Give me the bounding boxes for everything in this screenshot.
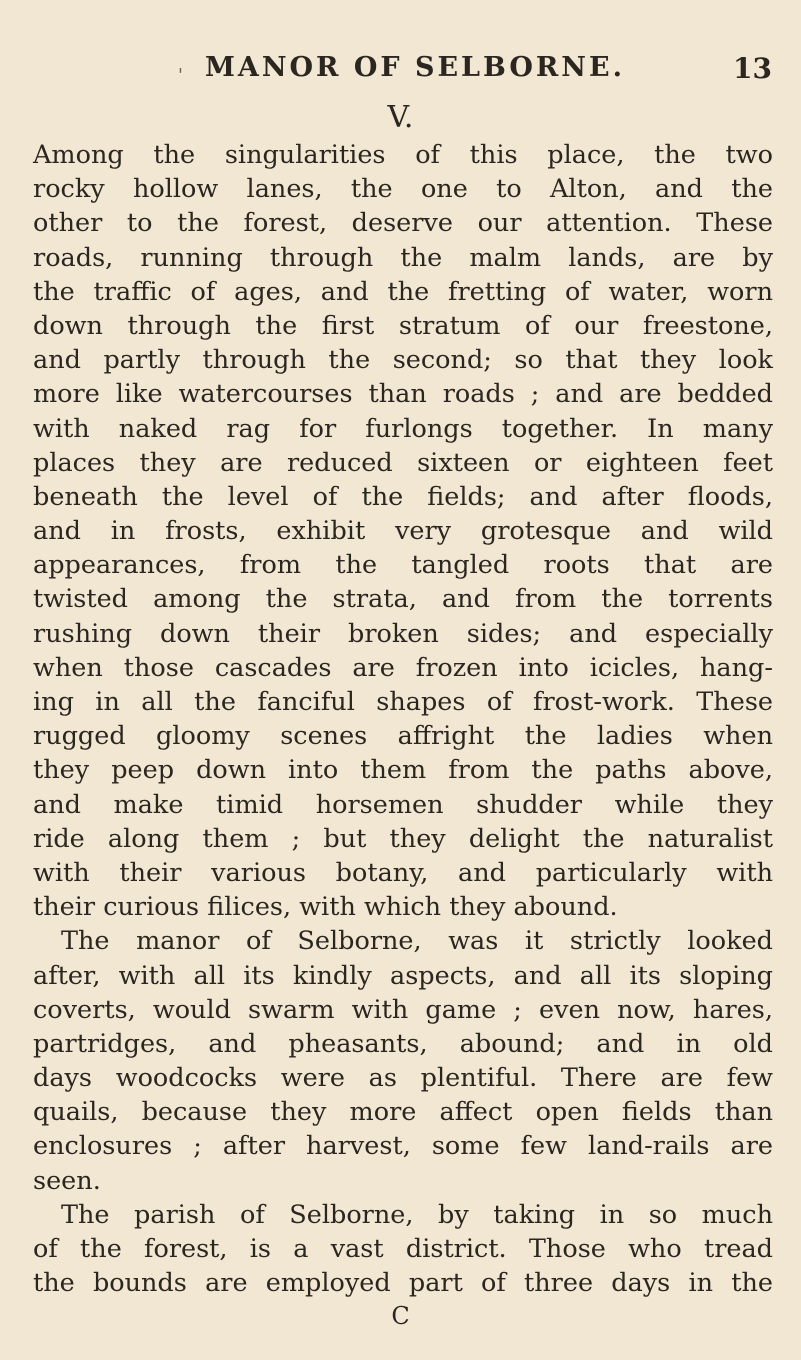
text-line: after, with all its kindly aspects, and all its sloping bbox=[33, 960, 773, 991]
text-line: with their various botany, and particularly with bbox=[33, 857, 773, 888]
text-line: places they are reduced sixteen or eighteen feet bbox=[33, 447, 773, 478]
text-line: ing in all the fanciful shapes of frost-work. These bbox=[33, 687, 773, 717]
text-line: ride along them ; but they delight the naturalist bbox=[33, 823, 773, 854]
body-text bbox=[33, 138, 773, 1300]
text-line: coverts, would swarm with game ; even now, hares, bbox=[33, 994, 773, 1025]
text-line: The parish of Selborne, by taking in so much bbox=[61, 1199, 773, 1230]
text-line: partridges, and pheasants, abound; and in old bbox=[33, 1028, 773, 1059]
text-line: down through the first stratum of our freestone, bbox=[33, 310, 773, 341]
signature-mark: C bbox=[391, 1302, 410, 1330]
text-line: The manor of Selborne, was it strictly looked bbox=[61, 926, 773, 957]
text-line: and in frosts, exhibit very grotesque and wild bbox=[33, 516, 773, 547]
text-line: quails, because they more affect open fields than bbox=[33, 1097, 773, 1128]
stray-ink-mark: ' bbox=[178, 65, 183, 86]
section-number: V. bbox=[387, 100, 414, 135]
running-title: MANOR OF SELBORNE. bbox=[205, 52, 625, 83]
text-line: other to the forest, deserve our attention. These bbox=[33, 208, 773, 239]
text-line: of the forest, is a vast district. Those who tread bbox=[33, 1234, 773, 1264]
text-line: seen. bbox=[33, 1165, 101, 1196]
text-line: and make timid horsemen shudder while they bbox=[33, 789, 773, 820]
text-line: when those cascades are frozen into icicles, hang- bbox=[33, 652, 773, 683]
text-line: and partly through the second; so that they look bbox=[33, 345, 773, 376]
running-head bbox=[0, 52, 801, 92]
text-line: the bounds are employed part of three days in the bbox=[33, 1268, 773, 1299]
text-line: beneath the level of the fields; and after floods, bbox=[33, 481, 773, 512]
text-line: rugged gloomy scenes affright the ladies when bbox=[33, 721, 773, 752]
text-line: rocky hollow lanes, the one to Alton, and the bbox=[33, 174, 773, 205]
text-line: rushing down their broken sides; and especially bbox=[33, 618, 773, 649]
text-line: appearances, from the tangled roots that are bbox=[33, 550, 773, 581]
text-line: days woodcocks were as plentiful. There are few bbox=[33, 1063, 773, 1094]
text-line: their curious filices, with which they abound. bbox=[33, 892, 618, 923]
text-line: the traffic of ages, and the fretting of water, worn bbox=[33, 276, 773, 307]
text-line: enclosures ; after harvest, some few land-rails are bbox=[33, 1131, 773, 1162]
page-number: 13 bbox=[733, 52, 772, 85]
text-line: twisted among the strata, and from the torrents bbox=[33, 584, 773, 615]
text-line: more like watercourses than roads ; and are bedded bbox=[33, 379, 773, 410]
text-line: Among the singularities of this place, the two bbox=[33, 140, 773, 170]
text-line: roads, running through the malm lands, are by bbox=[33, 242, 773, 273]
text-line: with naked rag for furlongs together. In many bbox=[33, 413, 773, 444]
text-line: they peep down into them from the paths above, bbox=[33, 755, 773, 786]
